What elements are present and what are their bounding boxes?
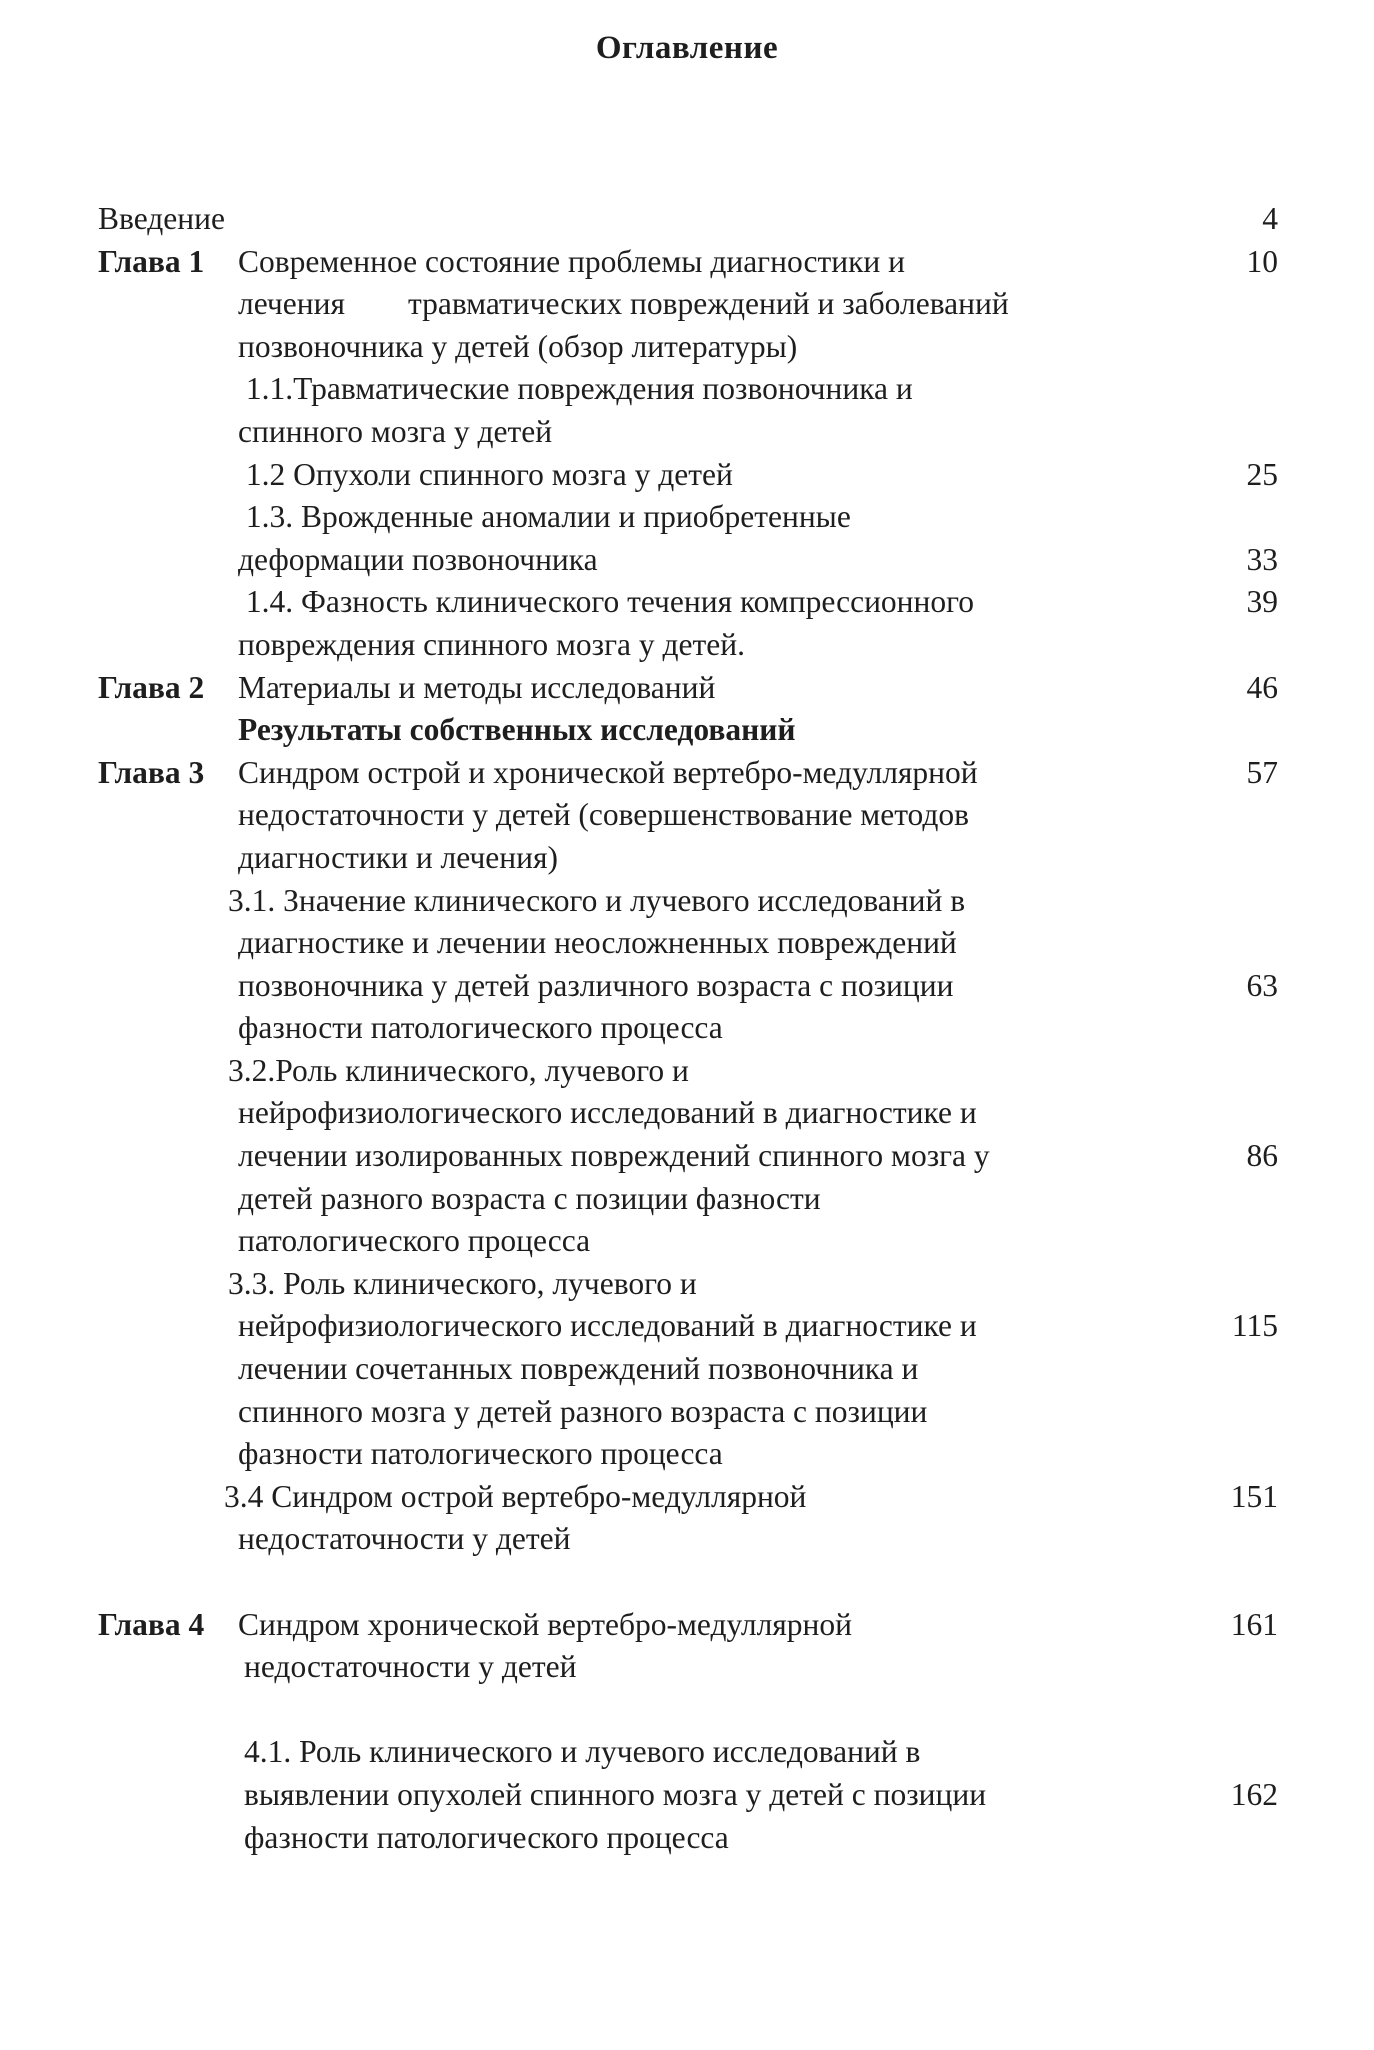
toc-entry-line: 3.4 Синдром острой вертебро-медуллярной (224, 1478, 807, 1514)
toc-entry-line: нейрофизиологического исследований в диагностике и (238, 1308, 977, 1344)
toc-entry-line: повреждения спинного мозга у детей. (238, 626, 745, 662)
toc-page-number: 63 (1246, 967, 1278, 1003)
toc-page-number: 4 (1262, 201, 1278, 236)
toc-entry-section-3-1 (98, 880, 1278, 1050)
toc-entry-chapter-1 (98, 241, 1278, 369)
table-of-contents (98, 198, 1278, 1859)
toc-entry-chapter-4 (98, 1604, 1278, 1689)
toc-entry-line: Материалы и методы исследований (238, 669, 716, 705)
toc-entry-line: 3.2.Роль клинического, лучевого и (228, 1052, 689, 1088)
toc-entry-section-3-2 (98, 1050, 1278, 1263)
toc-page-number: 57 (1246, 754, 1278, 790)
toc-entry-chapter-2 (98, 667, 1278, 710)
toc-page-number: 33 (1246, 541, 1278, 577)
toc-entry-text: Введение (98, 201, 225, 236)
toc-page-number: 161 (1230, 1606, 1278, 1642)
toc-entry-section-1-2 (98, 454, 1278, 497)
toc-entry-intro (98, 198, 1278, 241)
toc-entry-line: диагностике и лечении неосложненных повреждений (238, 925, 957, 961)
toc-entry-line: лечения травматических повреждений и заболеваний (238, 286, 1009, 322)
toc-entry-line: недостаточности у детей (244, 1649, 577, 1685)
toc-entry-line: фазности патологического процесса (244, 1819, 729, 1855)
toc-entry-line: 1.1.Травматические повреждения позвоночника и (238, 371, 913, 407)
toc-page-number: 162 (1230, 1776, 1278, 1812)
toc-page-number: 151 (1230, 1478, 1278, 1514)
toc-entry-line: лечении сочетанных повреждений позвоночника и (238, 1351, 919, 1387)
toc-entry-line: Синдром хронической вертебро-медуллярной (238, 1606, 853, 1642)
blank-line (98, 1689, 1278, 1732)
toc-entry-section-1-4 (98, 581, 1278, 666)
blank-line (98, 1561, 1278, 1604)
toc-entry-line: 1.4. Фазность клинического течения компрессионного (238, 584, 975, 620)
toc-entry-line: 4.1. Роль клинического и лучевого исследований в (244, 1734, 921, 1770)
toc-page-number: 25 (1246, 456, 1278, 492)
toc-entry-line: спинного мозга у детей (238, 413, 553, 449)
toc-entry-chapter-3 (98, 752, 1278, 880)
toc-entry-line: патологического процесса (238, 1223, 591, 1259)
toc-entry-line: 3.3. Роль клинического, лучевого и (228, 1265, 697, 1301)
toc-page-number: 115 (1231, 1308, 1278, 1344)
toc-entry-section-3-4 (98, 1476, 1278, 1561)
toc-entry-line: спинного мозга у детей разного возраста с позиции (238, 1393, 928, 1429)
toc-page-number: 10 (1246, 243, 1278, 279)
toc-entry-line: позвоночника у детей различного возраста с позиции (238, 967, 954, 1003)
toc-entry-section-4-1 (98, 1731, 1278, 1859)
toc-entry-line: нейрофизиологического исследований в диагностике и (238, 1095, 977, 1131)
toc-entry-line: Синдром острой и хронической вертебро-медуллярной (238, 754, 978, 790)
toc-entry-line: 1.2 Опухоли спинного мозга у детей (238, 456, 733, 492)
toc-entry-line: фазности патологического процесса (238, 1436, 723, 1472)
toc-page-number: 86 (1246, 1138, 1278, 1174)
chapter-label: Глава 4 (98, 1606, 205, 1642)
toc-entry-line: деформации позвоночника (238, 541, 598, 577)
chapter-label: Глава 3 (98, 754, 205, 790)
toc-entry-line: лечении изолированных повреждений спинного мозга у (238, 1138, 990, 1174)
toc-entry-line: 1.3. Врожденные аномалии и приобретенные (238, 499, 851, 535)
toc-entry-section-1-3 (98, 496, 1278, 581)
chapter-label: Глава 1 (98, 243, 205, 279)
toc-section-heading-results (98, 709, 1278, 752)
toc-entry-line: недостаточности у детей (совершенствование методов (238, 797, 970, 833)
toc-entry-line: детей разного возраста с позиции фазности (238, 1180, 821, 1216)
toc-entry-line: 3.1. Значение клинического и лучевого исследований в (228, 882, 966, 918)
toc-entry-line: позвоночника у детей (обзор литературы) (238, 328, 798, 364)
toc-page-number: 39 (1246, 584, 1278, 620)
toc-entry-line: фазности патологического процесса (238, 1010, 723, 1046)
toc-entry-line: диагностики и лечения) (238, 839, 558, 875)
page-title: Оглавление (595, 30, 779, 66)
toc-entry-section-3-3 (98, 1263, 1278, 1476)
section-heading: Результаты собственных исследований (238, 712, 796, 748)
toc-entry-line: недостаточности у детей (238, 1521, 571, 1557)
toc-entry-line: выявлении опухолей спинного мозга у детей с позиции (244, 1776, 987, 1812)
chapter-label: Глава 2 (98, 669, 205, 705)
toc-entry-section-1-1 (98, 368, 1278, 453)
toc-entry-line: Современное состояние проблемы диагностики и (238, 243, 905, 279)
toc-page-number: 46 (1246, 669, 1278, 705)
